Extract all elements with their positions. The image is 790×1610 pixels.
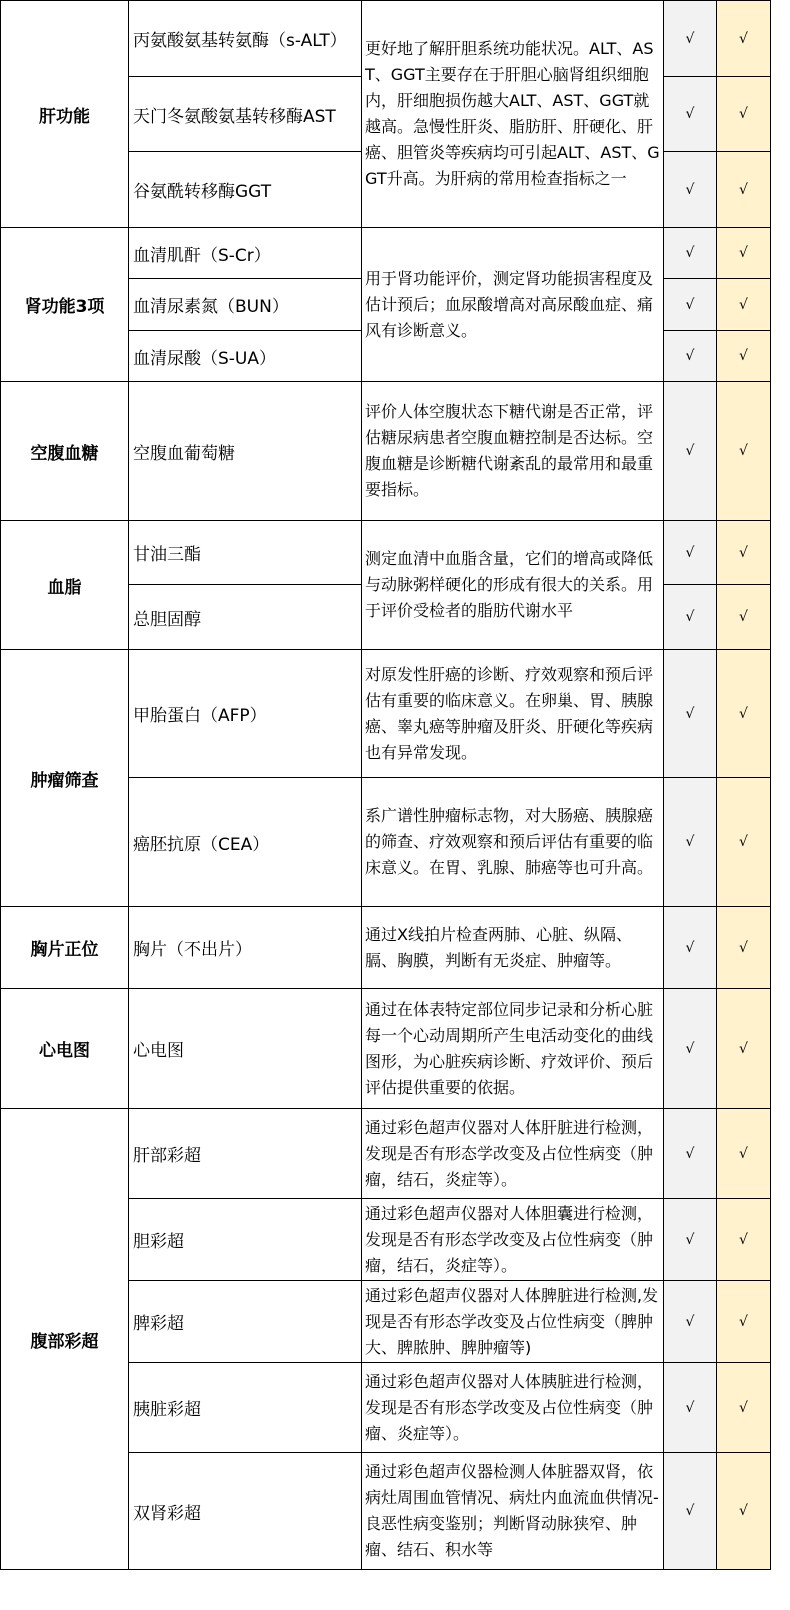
check-mark: √	[664, 279, 717, 331]
table-row	[1, 907, 771, 989]
check-mark: √	[717, 989, 771, 1109]
check-mark: √	[664, 778, 717, 907]
check-mark: √	[717, 331, 771, 382]
description-cell: 通过彩色超声仪器对人体肝脏进行检测，发现是否有形态学改变及占位性病变（肿瘤，结石，炎症等）。	[362, 1109, 664, 1199]
check-mark: √	[664, 331, 717, 382]
check-mark: √	[717, 1281, 771, 1363]
check-mark: √	[664, 152, 717, 228]
item-cell: 胰脏彩超	[129, 1363, 362, 1453]
category-cell: 肝功能	[1, 1, 129, 228]
item-cell: 癌胚抗原（CEA）	[129, 778, 362, 907]
description-cell: 系广谱性肿瘤标志物，对大肠癌、胰腺癌的筛查、疗效观察和预后评估有重要的临床意义。在胃、乳腺、肺癌等也可升高。	[362, 778, 664, 907]
check-mark: √	[664, 1281, 717, 1363]
check-mark: √	[664, 1109, 717, 1199]
item-cell: 血清尿素氮（BUN）	[129, 279, 362, 331]
description-cell: 通过彩色超声仪器对人体胆囊进行检测，发现是否有形态学改变及占位性病变（肿瘤，结石，炎症等）。	[362, 1199, 664, 1281]
category-cell: 血脂	[1, 521, 129, 650]
check-mark: √	[717, 1199, 771, 1281]
table-row	[1, 1109, 771, 1199]
check-mark: √	[717, 228, 771, 279]
category-cell: 胸片正位	[1, 907, 129, 989]
check-mark: √	[717, 1453, 771, 1570]
description-cell: 通过在体表特定部位同步记录和分析心脏每一个心动周期所产生电活动变化的曲线图形，为心脏疾病诊断、疗效评价、预后评估提供重要的依据。	[362, 989, 664, 1109]
item-cell: 双肾彩超	[129, 1453, 362, 1570]
item-cell: 血清尿酸（S-UA）	[129, 331, 362, 382]
check-mark: √	[717, 77, 771, 152]
check-mark: √	[717, 521, 771, 585]
table-row	[1, 228, 771, 279]
item-cell: 血清肌酐（S-Cr）	[129, 228, 362, 279]
category-cell: 心电图	[1, 989, 129, 1109]
item-cell: 甲胎蛋白（AFP）	[129, 650, 362, 778]
table-row	[1, 650, 771, 778]
check-mark: √	[717, 778, 771, 907]
table-row	[1, 989, 771, 1109]
check-mark: √	[664, 1453, 717, 1570]
check-mark: √	[717, 382, 771, 521]
item-cell: 脾彩超	[129, 1281, 362, 1363]
check-mark: √	[717, 279, 771, 331]
check-mark: √	[664, 228, 717, 279]
table-row	[1, 382, 771, 521]
item-cell: 空腹血葡萄糖	[129, 382, 362, 521]
description-cell: 通过彩色超声仪器对人体脾脏进行检测,发现是否有形态学改变及占位性病变（脾肿大、脾脓肿、脾肿瘤等)	[362, 1281, 664, 1363]
check-mark: √	[717, 152, 771, 228]
check-mark: √	[664, 907, 717, 989]
check-mark: √	[717, 650, 771, 778]
description-cell: 更好地了解肝胆系统功能状况。ALT、AST、GGT主要存在于肝胆心脑肾组织细胞内，肝细胞损伤越大ALT、AST、GGT就越高。急慢性肝炎、脂肪肝、肝硬化、肝癌、胆管炎等疾病均可引起ALT、AST、GGT升高。为肝病的常用检查指标之一	[362, 1, 664, 228]
check-mark: √	[664, 1363, 717, 1453]
description-cell: 通过X线拍片检查两肺、心脏、纵隔、膈、胸膜，判断有无炎症、肿瘤等。	[362, 907, 664, 989]
check-mark: √	[717, 907, 771, 989]
check-mark: √	[664, 989, 717, 1109]
check-mark: √	[664, 521, 717, 585]
table-row	[1, 1, 771, 77]
check-mark: √	[664, 1, 717, 77]
item-cell: 胆彩超	[129, 1199, 362, 1281]
item-cell: 心电图	[129, 989, 362, 1109]
category-cell: 肿瘤筛查	[1, 650, 129, 907]
category-cell: 空腹血糖	[1, 382, 129, 521]
check-mark: √	[717, 1, 771, 77]
description-cell: 通过彩色超声仪器检测人体脏器双肾，依病灶周围血管情况、病灶内血流血供情况-良恶性病变鉴别；判断肾动脉狭窄、肿瘤、结石、积水等	[362, 1453, 664, 1570]
check-mark: √	[664, 77, 717, 152]
table-row	[1, 521, 771, 585]
item-cell: 胸片（不出片）	[129, 907, 362, 989]
category-cell: 腹部彩超	[1, 1109, 129, 1570]
item-cell: 肝部彩超	[129, 1109, 362, 1199]
item-cell: 总胆固醇	[129, 585, 362, 650]
check-mark: √	[664, 585, 717, 650]
check-mark: √	[664, 382, 717, 521]
description-cell: 对原发性肝癌的诊断、疗效观察和预后评估有重要的临床意义。在卵巢、胃、胰腺癌、睾丸癌等肿瘤及肝炎、肝硬化等疾病也有异常发现。	[362, 650, 664, 778]
check-mark: √	[717, 585, 771, 650]
check-mark: √	[664, 650, 717, 778]
item-cell: 丙氨酸氨基转氨酶（s-ALT）	[129, 1, 362, 77]
check-mark: √	[664, 1199, 717, 1281]
description-cell: 用于肾功能评价，测定肾功能损害程度及估计预后；血尿酸增高对高尿酸血症、痛风有诊断意义。	[362, 228, 664, 382]
description-cell: 通过彩色超声仪器对人体胰脏进行检测，发现是否有形态学改变及占位性病变（肿瘤、炎症等）。	[362, 1363, 664, 1453]
item-cell: 甘油三酯	[129, 521, 362, 585]
item-cell: 谷氨酰转移酶GGT	[129, 152, 362, 228]
check-mark: √	[717, 1363, 771, 1453]
check-mark: √	[717, 1109, 771, 1199]
description-cell: 测定血清中血脂含量，它们的增高或降低与动脉粥样硬化的形成有很大的关系。用于评价受检者的脂肪代谢水平	[362, 521, 664, 650]
category-cell: 肾功能3项	[1, 228, 129, 382]
item-cell: 天门冬氨酸氨基转移酶AST	[129, 77, 362, 152]
description-cell: 评价人体空腹状态下糖代谢是否正常，评估糖尿病患者空腹血糖控制是否达标。空腹血糖是诊断糖代谢紊乱的最常用和最重要指标。	[362, 382, 664, 521]
